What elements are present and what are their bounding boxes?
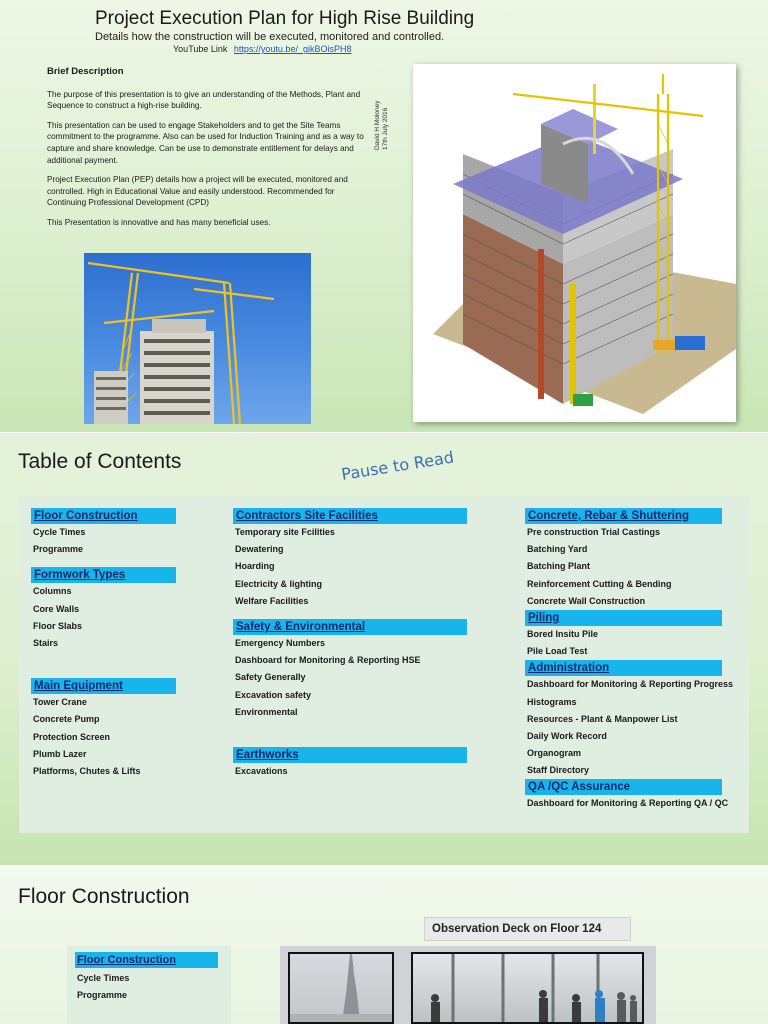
toc-heading-administration[interactable]: Administration [525,660,722,676]
toc-heading-earthworks[interactable]: Earthworks [233,747,467,763]
author-credit [374,101,390,151]
author-date: 17th July 2016 [382,107,389,150]
building-render [413,64,736,422]
toc-item[interactable]: Daily Work Record [527,730,607,741]
toc-heading-floor-construction[interactable]: Floor Construction [31,508,176,524]
toc-item[interactable]: Plumb Lazer [33,748,87,759]
toc-heading-formwork-types[interactable]: Formwork Types [31,567,176,583]
toc-item[interactable]: Excavations [235,765,288,776]
toc-item[interactable]: Histograms [527,696,577,707]
toc-item[interactable]: Programme [33,544,84,555]
brief-heading: Brief Description [47,66,124,77]
toc-item[interactable]: Dashboard for Monitoring & Reporting HSE [235,655,421,666]
author-name: David H Moloney [374,100,381,150]
toc-heading-safety-environmental[interactable]: Safety & Environmental [233,619,467,635]
section-heading-floor-construction[interactable]: Floor Construction [75,952,218,968]
toc-item[interactable]: Staff Directory [527,765,590,776]
toc-item[interactable]: Resources - Plant & Manpower List [527,713,678,724]
slide-table-of-contents [0,433,768,865]
brief-paragraph: This Presentation is innovative and has many beneficial uses. [47,217,271,227]
toc-item[interactable]: Cycle Times [33,527,86,537]
toc-item[interactable]: Bored Insitu Pile [527,628,599,639]
toc-item[interactable]: Tower Crane [33,697,87,708]
toc-column [233,508,467,788]
slide-title: Floor Construction [18,885,190,908]
toc-heading-qa-qc-assurance[interactable]: QA /QC Assurance [525,779,722,795]
toc-item[interactable]: Safety Generally [235,672,306,683]
toc-item[interactable]: Organogram [527,748,582,759]
toc-item[interactable]: Temporary site Fcilities [235,527,335,537]
youtube-link[interactable]: https://youtu.be/_gikBOisPH8 [233,44,352,54]
toc-item[interactable]: Concrete Wall Construction [527,595,646,606]
toc-item[interactable]: Batching Plant [527,561,591,572]
slide-project-execution-plan [0,0,768,432]
toc-item[interactable]: Core Walls [33,603,80,614]
toc-item[interactable]: Protection Screen [33,731,111,742]
section-item[interactable]: Cycle Times [77,973,130,983]
toc-title: Table of Contents [18,450,182,473]
brief-description [47,66,365,237]
toc-item[interactable]: Environmental [235,706,298,717]
brief-paragraph: The purpose of this presentation is to give an understanding of the Methods, Plant and Sequence to construct a high-rise building. [47,89,361,111]
skyline-photo [288,952,394,1024]
toc-item[interactable]: Welfare Facilities [235,595,309,606]
toc-item[interactable]: Concrete Pump [33,714,100,725]
toc-item[interactable]: Dewatering [235,544,284,555]
toc-item[interactable]: Batching Yard [527,544,588,555]
page-title: Project Execution Plan for High Rise Building [95,8,475,29]
toc-heading-main-equipment[interactable]: Main Equipment [31,678,176,694]
toc-heading-contractors-site-facilities[interactable]: Contractors Site Facilities [233,508,467,524]
toc-item[interactable]: Floor Slabs [33,620,83,631]
toc-item[interactable]: Excavation safety [235,689,312,700]
toc-item[interactable]: Hoarding [235,561,275,572]
toc-heading-concrete-rebar-shuttering[interactable]: Concrete, Rebar & Shuttering [525,508,722,524]
brief-paragraph: This presentation can be used to engage Stakeholders and to get the Site Teams commitment to the programme. Also can be used for Induction Training and as a way to capture and share knowledge. Can be use to demonstrate entitlement for delays and additional payment. [47,120,364,165]
toc-item[interactable]: Emergency Numbers [235,637,326,648]
toc-item[interactable]: Columns [33,586,72,597]
toc-heading-piling[interactable]: Piling [525,610,722,626]
toc-item[interactable]: Platforms, Chutes & Lifts [33,765,141,776]
toc-item[interactable]: Pile Load Test [527,646,588,657]
brief-paragraph: Project Execution Plan (PEP) details how a project will be executed, monitored and controlled. High in Educational Value and easily understood. Recommended for Continuing Professional Development (CPD) [47,175,348,208]
slide-floor-construction [0,866,768,1024]
toc-item[interactable]: Stairs [33,637,59,648]
toc-item[interactable]: Reinforcement Cutting & Bending [527,578,672,589]
toc-item[interactable]: Electricity & lighting [235,578,323,589]
toc-item[interactable]: Pre construction Trial Castings [527,527,661,537]
toc-column [31,508,176,788]
observation-deck-label: Observation Deck on Floor 124 [424,917,631,941]
section-item[interactable]: Programme [77,990,128,1000]
toc-item[interactable]: Dashboard for Monitoring & Reporting Progress [527,679,734,690]
crane-photo [84,253,311,424]
youtube-label: YouTube Link [173,44,228,54]
youtube-row [173,44,351,54]
toc-item[interactable]: Dashboard for Monitoring & Reporting QA / QC [527,798,729,809]
page-subtitle: Details how the construction will be executed, monitored and controlled. [95,31,445,43]
observation-deck-photo [411,952,644,1024]
toc-column [525,508,747,813]
pause-note: Pause to Read [340,447,456,484]
